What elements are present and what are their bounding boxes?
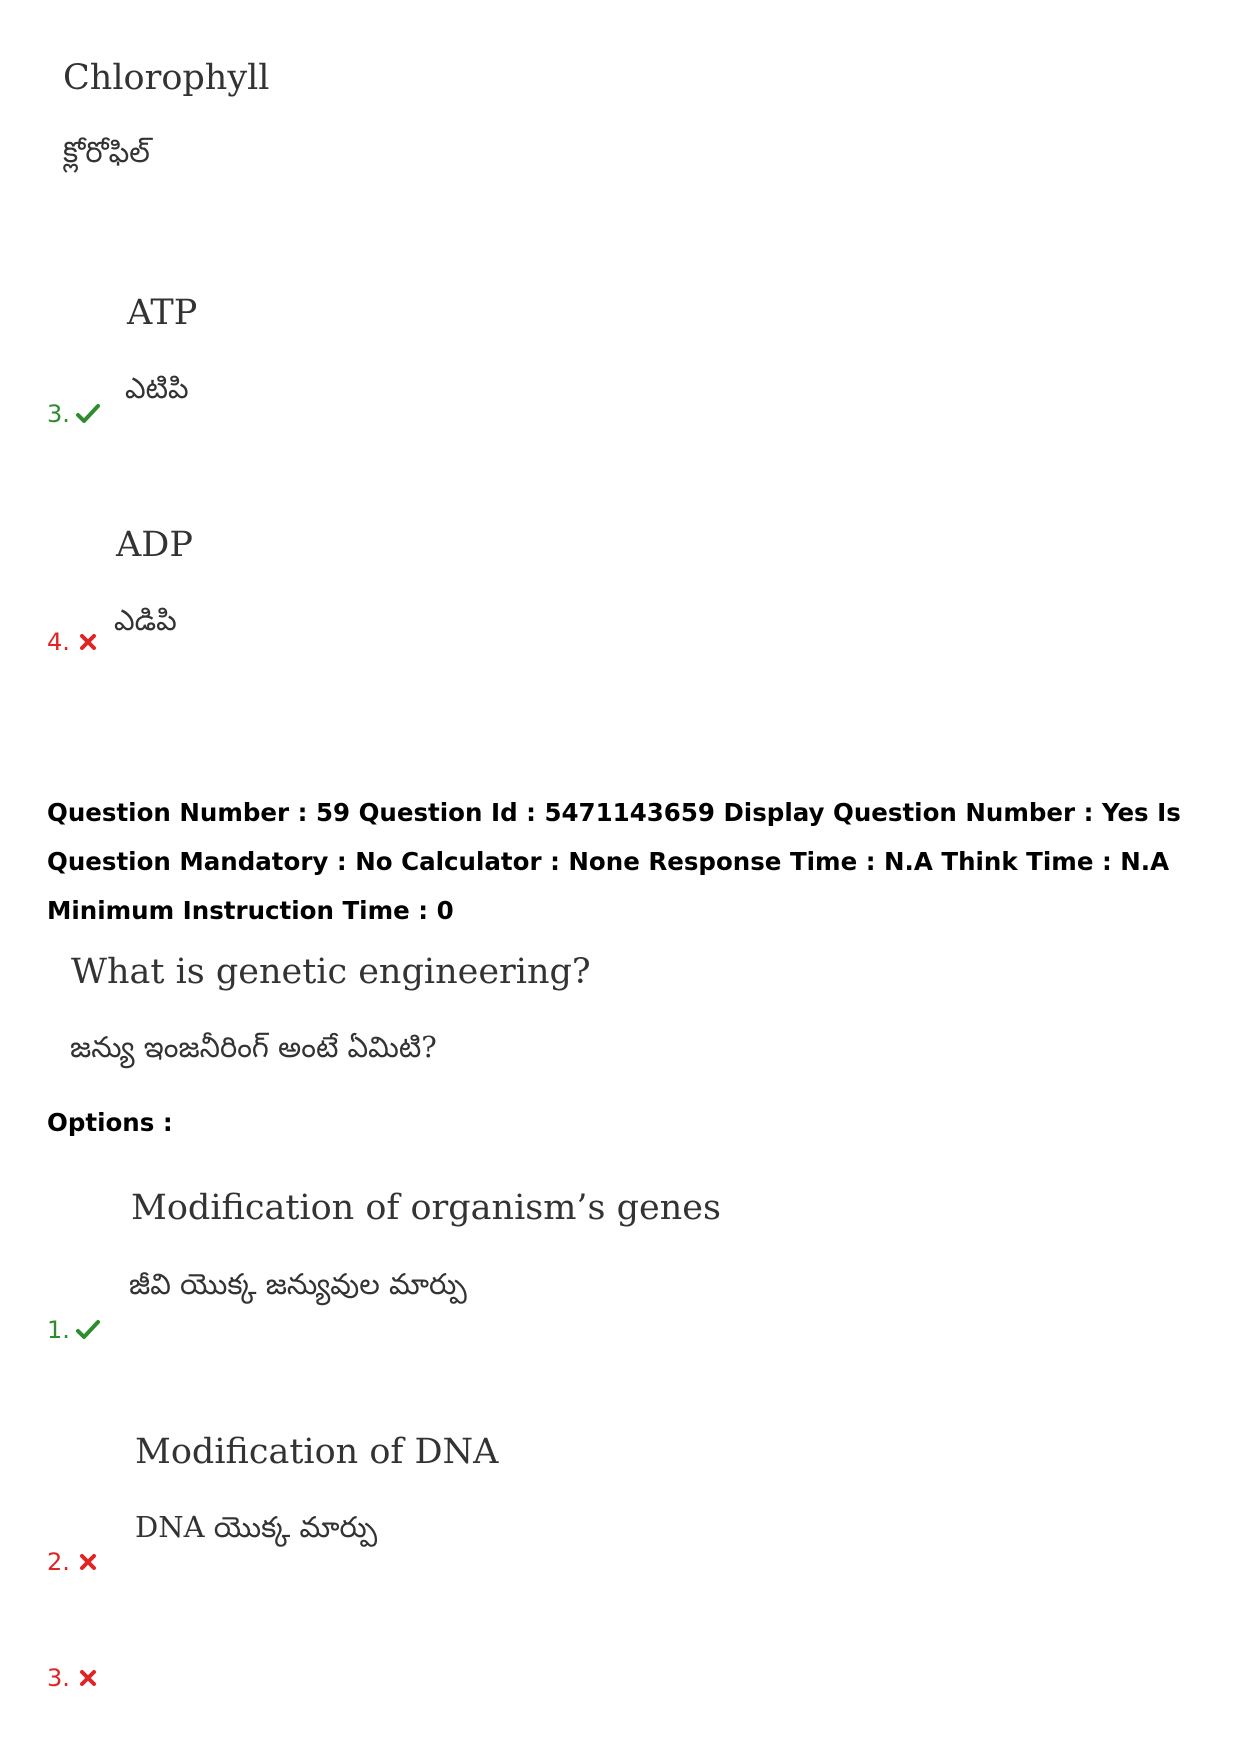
option-number-correct <box>47 1316 100 1344</box>
option-number-incorrect <box>47 628 100 656</box>
option-number: 3. <box>47 1664 70 1692</box>
check-icon <box>76 402 100 426</box>
option-text-te: జీవి యొక్క జన్యువుల మార్పు <box>129 1267 467 1301</box>
option-number: 3. <box>47 400 70 428</box>
question-text-en: What is genetic engineering? <box>71 952 591 992</box>
check-icon <box>76 1318 100 1342</box>
option-number-incorrect <box>47 1548 100 1576</box>
option-number: 2. <box>47 1548 70 1576</box>
options-label: Options : <box>47 1108 173 1137</box>
option-number-incorrect <box>47 1664 100 1692</box>
option-number: 1. <box>47 1316 70 1344</box>
option-text-te: క్లోరోఫిల్ <box>63 135 150 169</box>
option-number-correct <box>47 400 100 428</box>
question-meta: Question Number : 59 Question Id : 5471143659 Display Question Number : Yes Is Question Mandatory : No Calculator : None Response Time : N.A Think Time : N.A Minimum Instruction Time : 0 <box>47 798 1181 925</box>
option-text-en: Modification of DNA <box>135 1432 499 1472</box>
option-text-te: ఎడిపి <box>114 603 177 637</box>
option-number: 4. <box>47 628 70 656</box>
option-text-te: ఎటిపి <box>125 371 189 405</box>
cross-icon <box>76 1550 100 1574</box>
question-text-te: జన్యు ఇంజనీరింగ్ అంటే ఏమిటి? <box>70 1030 437 1064</box>
option-text-te: DNA యొక్క మార్పు <box>135 1510 378 1544</box>
cross-icon <box>76 1666 100 1690</box>
option-text-en: ATP <box>127 293 198 333</box>
cross-icon <box>76 630 100 654</box>
option-text-en: ADP <box>116 525 193 565</box>
option-text-en: Modification of organism’s genes <box>131 1188 721 1228</box>
option-text-en: Chlorophyll <box>63 58 270 98</box>
